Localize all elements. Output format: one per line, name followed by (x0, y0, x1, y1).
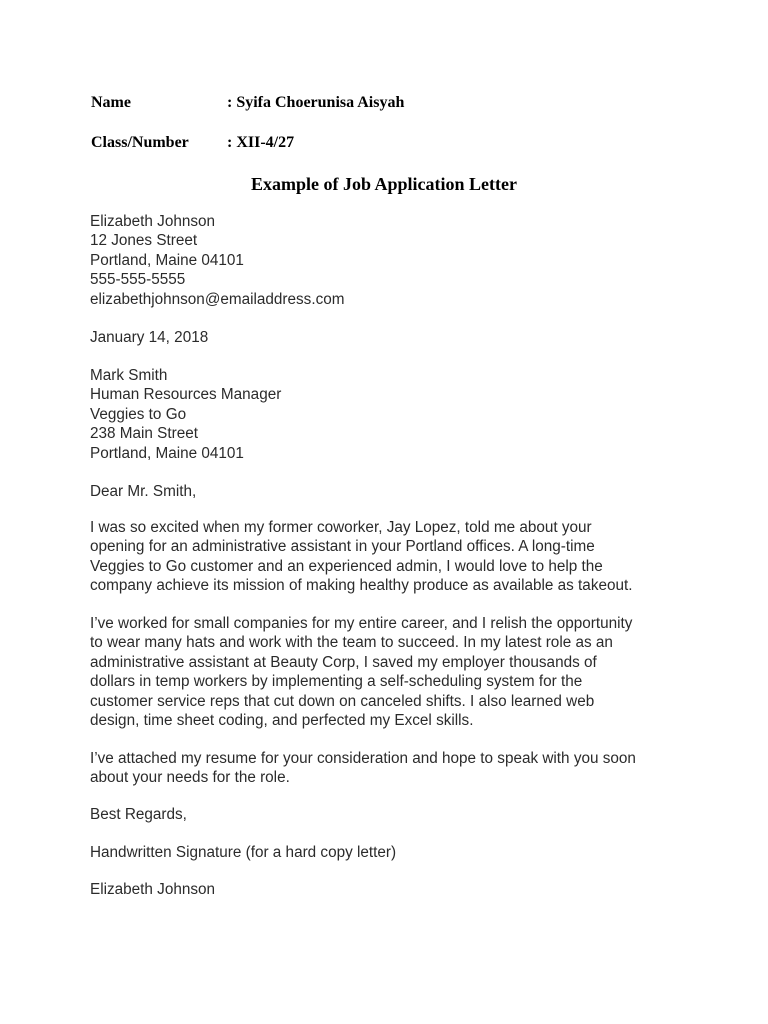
paragraph-line: customer service reps that cut down on canceled shifts. I also learned web (90, 692, 595, 710)
paragraph-line: company achieve its mission of making healthy produce as available as takeout. (90, 577, 633, 595)
sender-phone: 555-555-5555 (90, 271, 186, 289)
sender-address-block (90, 212, 690, 309)
body-paragraph-1 (90, 518, 690, 596)
paragraph-line: opening for an administrative assistant in your Portland offices. A long-time (90, 538, 595, 556)
recipient-name: Mark Smith (90, 367, 168, 384)
name-label: Name (91, 94, 131, 111)
class-number-label: Class/Number (91, 134, 189, 151)
recipient-city: Portland, Maine 04101 (90, 444, 244, 462)
class-number-value: : XII-4/27 (227, 134, 295, 151)
body-paragraph-2 (90, 614, 690, 730)
recipient-position: Human Resources Manager (90, 386, 282, 404)
recipient-company: Veggies to Go (90, 405, 187, 423)
body-paragraph-3 (90, 749, 690, 788)
recipient-address-block (90, 366, 690, 463)
paragraph-line: I was so excited when my former coworker, Jay Lopez, told me about your (90, 519, 592, 536)
signature-placeholder: Handwritten Signature (for a hard copy letter) (90, 844, 397, 861)
closing: Best Regards, (90, 806, 187, 823)
paragraph-line: administrative assistant at Beauty Corp, I saved my employer thousands of (90, 653, 597, 671)
paragraph-line: dollars in temp workers by implementing a self-scheduling system for the (90, 673, 583, 691)
sender-city: Portland, Maine 04101 (90, 251, 244, 269)
paragraph-line: about your needs for the role. (90, 769, 290, 787)
signer-name: Elizabeth Johnson (90, 881, 216, 898)
paragraph-line: to wear many hats and work with the team to succeed. In my latest role as an (90, 634, 613, 652)
letter-date: January 14, 2018 (90, 329, 209, 346)
document-title: Example of Job Application Letter (251, 174, 517, 194)
paragraph-line: Veggies to Go customer and an experienced admin, I would love to help the (90, 557, 603, 575)
sender-name: Elizabeth Johnson (90, 213, 216, 230)
name-value: : Syifa Choerunisa Aisyah (227, 94, 405, 111)
sender-street: 12 Jones Street (90, 232, 198, 250)
paragraph-line: design, time sheet coding, and perfected my Excel skills. (90, 712, 474, 730)
salutation: Dear Mr. Smith, (90, 483, 197, 500)
recipient-street: 238 Main Street (90, 425, 198, 443)
paragraph-line: I’ve attached my resume for your consideration and hope to speak with you soon (90, 750, 636, 767)
paragraph-line: I’ve worked for small companies for my entire career, and I relish the opportunity (90, 615, 633, 632)
sender-email: elizabethjohnson@emailaddress.com (90, 290, 345, 308)
